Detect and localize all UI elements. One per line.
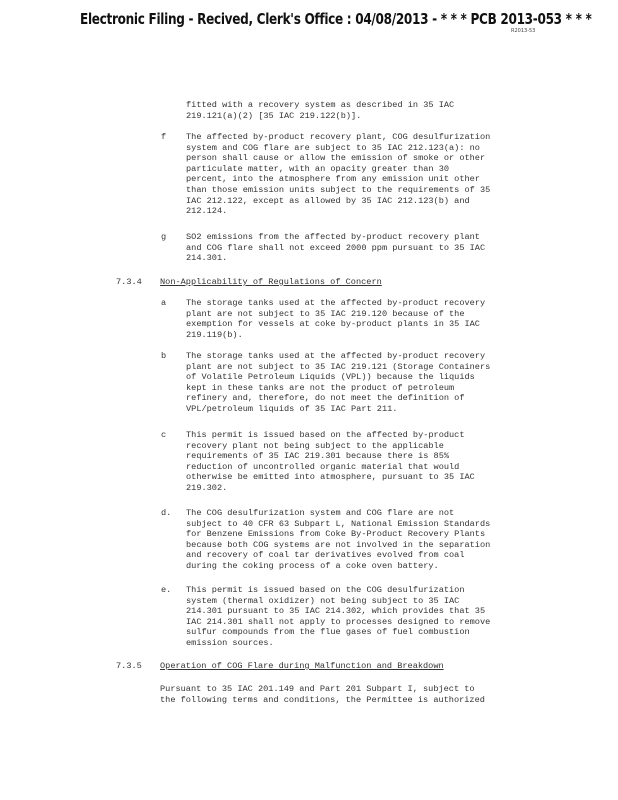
- section-title: Non-Applicability of Regulations of Concern: [160, 277, 382, 287]
- item-text: The affected by-product recovery plant, COG desulfurization system and COG flare are subject to 35 IAC 212.123(a): no person shall cause or allow the emission of smoke or other particulate matter, with an opacity greater than 30 percent, into the atmosphere from any emission unit other than those emission units subject to the requirements of 35 IAC 212.122, except as allowed by 35 IAC 212.123(b) and 212.124.: [186, 132, 491, 217]
- item-text: The COG desulfurization system and COG flare are not subject to 40 CFR 63 Subpart L, National Emission Standards for Benzene Emissions from Coke By-Product Recovery Plants because both COG systems are not involved in the separation and recovery of coal tar derivatives evolved from coal during the coking process of a coke oven battery.: [186, 508, 491, 571]
- section-paragraph: Pursuant to 35 IAC 201.149 and Part 201 Subpart I, subject to the following terms and conditions, the Permittee is authorized: [160, 684, 485, 705]
- section-title: Operation of COG Flare during Malfunction and Breakdown: [160, 661, 444, 671]
- continuation-text: fitted with a recovery system as described in 35 IAC 219.121(a)(2) [35 IAC 219.122(b)].: [186, 100, 455, 121]
- item-letter: e.: [161, 585, 172, 595]
- docket-stamp: R2013-53: [511, 28, 536, 34]
- section-number: 7.3.4: [116, 277, 142, 287]
- item-text: The storage tanks used at the affected by-product recovery plant are not subject to 35 IAC 219.120 because of the exemption for vessels at coke by-product plants in 35 IAC 219.119(b).: [186, 298, 486, 340]
- item-letter: b: [161, 351, 167, 361]
- item-letter: d.: [161, 508, 172, 518]
- section-number: 7.3.5: [116, 661, 142, 671]
- electronic-filing-header: Electronic Filing - Recived, Clerk's Office : 04/08/2013 - * * * PCB 2013-053 * * *: [80, 10, 592, 28]
- item-text: SO2 emissions from the affected by-product recovery plant and COG flare shall not exceed 2000 ppm pursuant to 35 IAC 214.301.: [186, 232, 486, 264]
- item-text: The storage tanks used at the affected by-product recovery plant are not subject to 35 IAC 219.121 (Storage Containers of Volatile Petroleum Liquids (VPL)) because the liquids kept in these tanks are not the product of petroleum refinery and, therefore, do not meet the definition of VPL/petroleum liquids of 35 IAC Part 211.: [186, 351, 491, 414]
- item-letter: c: [161, 430, 167, 440]
- item-letter: g: [161, 232, 167, 242]
- item-letter: f: [161, 132, 167, 142]
- item-letter: a: [161, 298, 167, 308]
- item-text: This permit is issued based on the COG desulfurization system (thermal oxidizer) not being subject to 35 IAC 214.301 pursuant to 35 IAC 214.302, which provides that 35 IAC 214.301 shall not apply to processes designed to remove sulfur compounds from the flue gases of fuel combustion emission sources.: [186, 585, 491, 648]
- item-text: This permit is issued based on the affected by-product recovery plant not being subject to the applicable requirements of 35 IAC 219.301 because there is 85% reduction of uncontrolled organic material that would otherwise be emitted into atmosphere, pursuant to 35 IAC 219.302.: [186, 430, 475, 493]
